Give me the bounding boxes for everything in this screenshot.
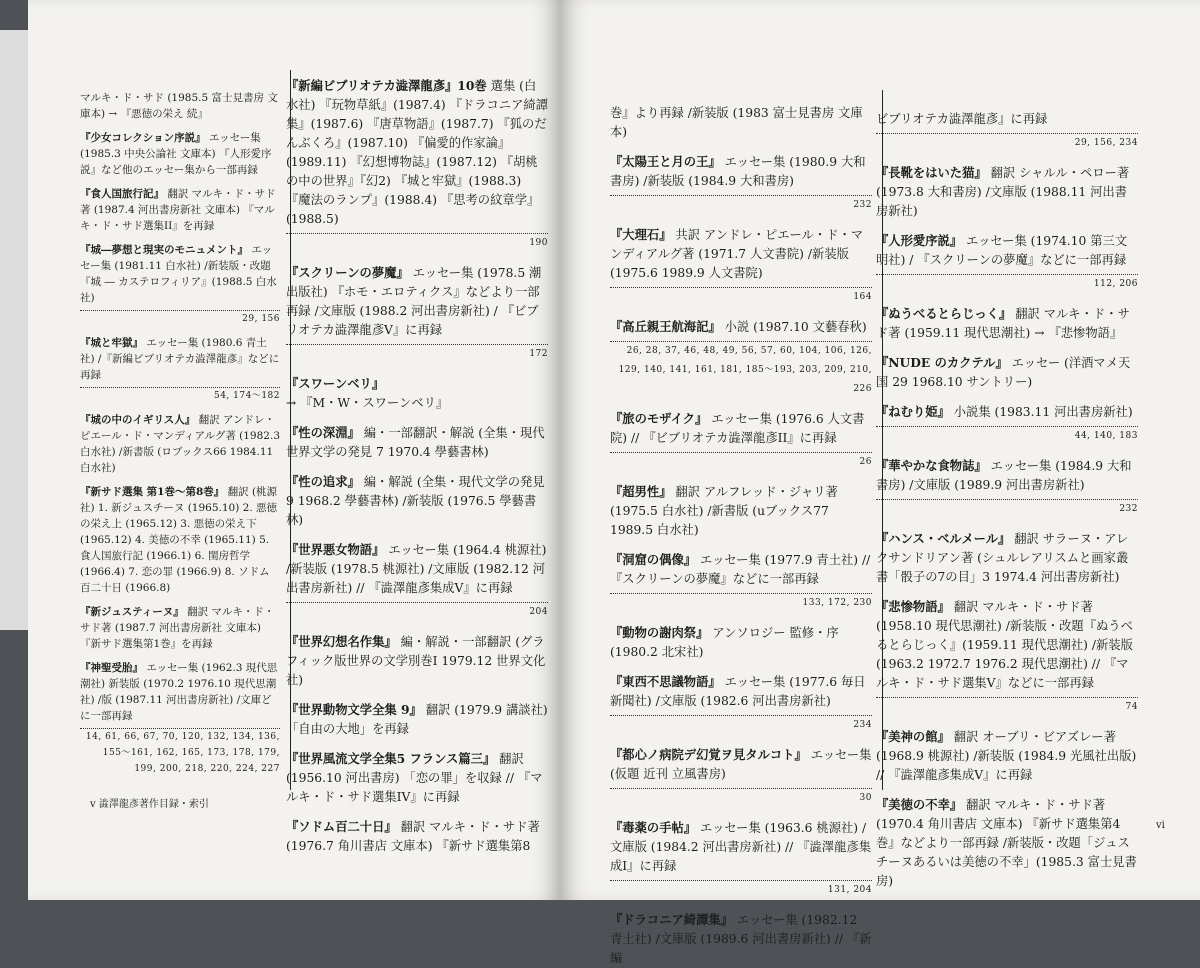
page-references: 29, 156, 234 [1074,138,1138,148]
entry-description: エッセー集 (1980.9 大和書房) /新装版 (1984.9 大和書房) [610,155,866,188]
entry-description: エッセー集 (1984.9 大和書房) /文庫版 (1989.9 河出書房新社) [876,459,1132,492]
entry-title: 『神聖受胎』 [80,662,143,674]
entry-description: → 『M・W・スワーンベリ』 [286,396,449,410]
entry-description: エッセー集 (1978.5 潮出版社) 『ホモ・エロティクス』などより一部再録 /文庫版 (1988.2 河出書房新社) / 『ビブリオテカ澁澤龍彥V』に再録 [286,266,542,337]
entry-description: エッセー集 (1974.10 第三文明社) / 『スクリーンの夢魔』などに一部再録 [876,234,1128,267]
entry-description: エッセー集 (1985.3 中央公論社 文庫本) 『人形愛序説』など他のエッセー集から一部再録 [80,132,272,176]
entry-title: 『洞窟の偶像』 [610,552,697,567]
index-entry [80,660,280,777]
entry-description: エッセー集 (1982.12 青土社) /文庫版 (1989.6 河出書房新社) // 『新編 [610,913,872,965]
entry-description: 翻訳 シャルル・ペロー著 (1973.8 大和書房) /文庫版 (1988.11 河出書房新社) [876,166,1130,218]
entry-title: 『動物の謝肉祭』 [610,625,709,640]
page-footer-left: v 澁澤龍彥著作目録・索引 [90,799,209,810]
entry-description: 翻訳 マルキ・ド・サド著 (1987.4 河出書房新社 文庫本) 『マルキ・ド・サド選集II』を再録 [80,188,276,232]
entry-title: 『太陽王と月の王』 [610,154,721,169]
page-references: 232 [853,200,872,210]
right-page [560,0,1200,965]
entry-title: 『悲惨物語』 [876,599,950,614]
index-entry [80,604,280,652]
entry-description: 翻訳 マルキ・ド・サド著 (1976.7 角川書店 文庫本) 『新サド選集第8 [286,820,540,853]
entry-description: エッセー集 (1962.3 現代思潮社) 新装版 (1970.2 1976.10 現代思潮社) /版 (1987.11 河出書房新社) /文庫どに一部再録 [80,662,278,722]
entry-description: ビブリオテカ澁澤龍彥』に再録 [876,112,1048,126]
index-column-1 [80,90,280,790]
entry-description: 翻訳 (桃源社) 1. 新ジュスチーヌ (1965.10) 2. 悪徳の栄え上 (1965.12) 3. 悪徳の栄え下 (1965.12) 4. 美徳の不幸 (1965.11) 5. 食人国旅行記 (1966.1) 6. 閨房哲学 (1966.4) 7. 恋の罪 (1966.9) 8. ソドム百二十日 (1966.8) [80,486,278,594]
entry-title: 『スワーンベリ』 [286,376,385,391]
entry-title: 『高丘親王航海記』 [610,319,721,334]
entry-title: 『少女コレクション序説』 [80,132,206,144]
entry-description: エッセー集 (1980.6 青土社) /『新編ビブリオテカ澁澤龍彥』などに再録 [80,337,280,381]
entry-title: 『ねむり姫』 [876,404,950,419]
entry-title: 『城―夢想と現実のモニュメント』 [80,244,248,256]
index-entry [610,104,872,142]
index-entry [286,263,548,364]
index-entry [286,374,548,413]
index-entry [80,412,280,476]
page-references: 232 [1119,504,1138,514]
entry-description: 小説 (1987.10 文藝春秋) [724,320,867,334]
index-entry [876,304,1138,343]
entry-description: 編・一部翻訳・解説 (全集・現代世界文学の発見 7 1970.4 學藝書林) [286,426,545,459]
entry-title: 『ドラコニア綺譚集』 [610,912,733,927]
entry-title: 『城の中のイギリス人』 [80,414,196,426]
index-entry [610,818,872,900]
entry-title: 『世界風流文学全集5 フランス篇三』 [286,751,496,766]
index-column-2 [286,76,548,853]
index-entry [80,186,280,234]
entry-description: 選集 (白水社) 『玩物草紙』(1987.4) 『ドラコニア綺譚集』(1987.6) 『唐草物語』(1987.7) 『狐のだんぶくろ』(1987.10) 『偏愛的作家論』(1989.11) 『幻想博物誌』(1987.12) 『胡桃の中の世界』『幻2) 『城と牢獄』(1988.3) 『魔法のランプ』(1988.4) 『思考の紋章学』(1988.5) [286,79,548,226]
index-entry [876,795,1138,891]
page-references: 26 [859,457,872,467]
entry-description: 翻訳 マルキ・ド・サド著 (1987.7 河出書房新社 文庫本) 『新サド選集第1巻』を再録 [80,606,275,650]
index-entry [876,353,1138,392]
index-entry [286,749,548,807]
page-references: 204 [529,607,548,617]
page-references: 190 [529,238,548,248]
entry-title: 『城と牢獄』 [80,337,143,349]
index-entry [80,130,280,178]
entry-description: エッセー集 (1963.6 桃源社) /文庫版 (1984.2 河出書房新社) // 『澁澤龍彥集成I』に再録 [610,821,871,873]
index-entry [286,76,548,253]
page-references: 26, 28, 37, 46, 48, 49, 56, 57, 60, 104, 106, 126, 129, 140, 141, 161, 181, 185〜193, 203, 209, 210, 226 [618,346,872,394]
index-entry [610,623,872,662]
entry-description: 翻訳 マルキ・ド・サド著 (1970.4 角川書店 文庫本) 『新サド選集第4巻』などより一部再録 /新装版・改題「ジュスチーヌあるいは美徳の不幸」(1985.3 富士見書房) [876,798,1137,888]
entry-description: 翻訳 (1979.9 講談社) 「自由の大地」を再録 [286,703,548,736]
entry-title: 『旅のモザイク』 [610,411,708,426]
entry-description: 翻訳 オーブリ・ビアズレー著 (1968.9 桃源社) /新装版 (1984.9 光風社出版) // 『澁澤龍彥集成V』に再録 [876,730,1137,782]
index-entry [610,317,872,399]
entry-title: 『スクリーンの夢魔』 [286,265,409,280]
entry-description: 翻訳 マルキ・ド・サド著 (1959.11 現代思潮社) → 『悲惨物語』 [876,307,1130,340]
entry-title: 『世界悪女物語』 [286,542,385,557]
entry-description: 翻訳 サラーヌ・アレクサンドリアン著 (シュルレアリスムと画家叢書「骰子の7の目」3 1974.4 河出書房新社) [876,532,1129,584]
page-references: 14, 61, 66, 67, 70, 120, 132, 134, 136, 155〜161, 162, 165, 173, 178, 179, 199, 200, 218, 220, 224, 227 [85,732,280,774]
index-entry [286,817,548,856]
entry-title: 『ハンス・ベルメール』 [876,531,1011,546]
page-references: 131, 204 [827,885,872,895]
page-footer-right: vi [1156,820,1165,831]
entry-description: エッセー集 (1981.11 白水社) /新装版・改題『城 ― カステロフィリア』(1988.5 白水社) [80,244,277,304]
entry-title: 『人形愛序説』 [876,233,963,248]
entry-description: エッセー (洋酒マメ天国 29 1968.10 サントリー) [876,356,1131,389]
entry-title: 『都心ノ病院デ幻覚ヲ見タルコト』 [610,747,807,762]
page-references: 30 [859,793,872,803]
index-entry [876,163,1138,221]
index-entry [80,484,280,596]
entry-description: エッセー集 (1977.9 青土社) // 『スクリーンの夢魔』などに一部再録 [610,553,871,586]
page-references: 74 [1125,702,1138,712]
page-references: 44, 140, 183 [1074,431,1138,441]
index-entry [80,242,280,327]
page-references: 234 [853,720,872,730]
entry-title: 『新サド選集 第1巻〜第8巻』 [80,486,225,498]
page-references: 172 [529,349,548,359]
entry-description: 翻訳 (1956.10 河出書房) 「恋の罪」を収録 // 『マルキ・ド・サド選集IV』に再録 [286,752,543,804]
index-entry [876,456,1138,519]
entry-description: エッセー集 (1977.6 毎日新聞社) /文庫版 (1982.6 河出書房新社) [610,675,866,708]
page-references: 29, 156 [242,314,280,324]
index-entry [610,910,872,968]
entry-title: 『性の深淵』 [286,425,360,440]
entry-description: エッセー集 (仮題 近刊 立風書房) [610,748,872,781]
entry-title: 『性の追求』 [286,474,360,489]
entry-title: 『新ジュスティーヌ』 [80,606,184,618]
index-entry [610,550,872,613]
entry-description: 翻訳 アンドレ・ピエール・ド・マンディアルグ著 (1982.3 白水社) /新書版 (ロブックス66 1984.11 白水社) [80,414,280,474]
index-entry [80,335,280,404]
index-column-4 [876,110,1138,888]
entry-title: 『世界幻想名作集』 [286,634,397,649]
entry-description: 共訳 アンドレ・ピエール・ド・マンディアルグ著 (1971.7 人文書院) /新装版 (1975.6 1989.9 人文書院) [610,228,864,280]
index-entry [286,632,548,690]
entry-description: 翻訳 アルフレッド・ジャリ著 (1975.5 白水社) /新書版 (uブックス77 1989.5 白水社) [610,485,838,537]
entry-title: 『長靴をはいた猫』 [876,165,987,180]
entry-title: 『世界動物文学全集 9』 [286,702,422,717]
index-entry [876,529,1138,587]
entry-description: 小説集 (1983.11 河出書房新社) [953,405,1133,419]
entry-title: 『ソドム百二十日』 [286,819,397,834]
index-entry [286,472,548,530]
index-entry [80,90,280,122]
entry-description: エッセー集 (1964.4 桃源社) /新装版 (1978.5 桃源社) /文庫版 (1982.12 河出書房新社) // 『澁澤龍彥集成V』に再録 [286,543,547,595]
entry-title: 『美徳の不幸』 [876,797,963,812]
entry-title: 『食人国旅行記』 [80,188,164,200]
entry-title: 『大理石』 [610,227,672,242]
index-entry [286,423,548,462]
page-references: 54, 174〜182 [213,391,280,401]
entry-title: 『東西不思議物語』 [610,674,721,689]
entry-description: 編・解説 (全集・現代文学の発見 9 1968.2 學藝書林) /新装版 (1976.5 學藝書林) [286,475,545,527]
entry-title: 『超男性』 [610,484,672,499]
entry-description: エッセー集 (1976.6 人文書院) // 『ビブリオテカ澁澤龍彥II』に再録 [610,412,865,445]
entry-description: アンソロジー 監修・序 (1980.2 北宋社) [610,626,839,659]
entry-title: 『華やかな食物誌』 [876,458,987,473]
page-references: 164 [853,292,872,302]
entry-description: マルキ・ド・サド (1985.5 富士見書房 文庫本) → 『悪徳の栄え 続』 [80,92,278,120]
index-entry [610,672,872,735]
index-entry [876,727,1138,785]
index-entry [610,152,872,215]
entry-title: 『NUDE のカクテル』 [876,355,1008,370]
left-page [28,0,560,900]
index-entry [610,745,872,808]
index-entry [876,402,1138,446]
index-entry [610,482,872,540]
index-entry [610,225,872,307]
index-entry [876,110,1138,153]
entry-title: 『美神の館』 [876,729,950,744]
entry-title: 『新編ビブリオテカ澁澤龍彥』10巻 [286,78,487,93]
page-references: 112, 206 [1093,279,1138,289]
index-entry [286,700,548,739]
entry-title: 『毒薬の手帖』 [610,820,697,835]
entry-description: 翻訳 マルキ・ド・サド著 (1958.10 現代思潮社) /新装版・改題『ぬうべるとらじっく』(1959.11 現代思潮社) /新装版 (1963.2 1972.7 1976.2 現代思潮社) // 『マルキ・ド・サド選集V』などに一部再録 [876,600,1133,690]
page-references: 133, 172, 230 [802,598,872,608]
entry-title: 『ぬうべるとらじっく』 [876,306,1012,321]
entry-description: 編・解説・一部翻訳 (グラフィック版世界の文学別巻I 1979.12 世界文化社) [286,635,546,687]
index-entry [610,409,872,472]
entry-description: 巻』より再録 /新装版 (1983 富士見書房 文庫本) [610,106,863,139]
index-column-3 [610,104,872,965]
index-entry [876,597,1138,717]
index-entry [876,231,1138,294]
index-entry [286,540,548,622]
